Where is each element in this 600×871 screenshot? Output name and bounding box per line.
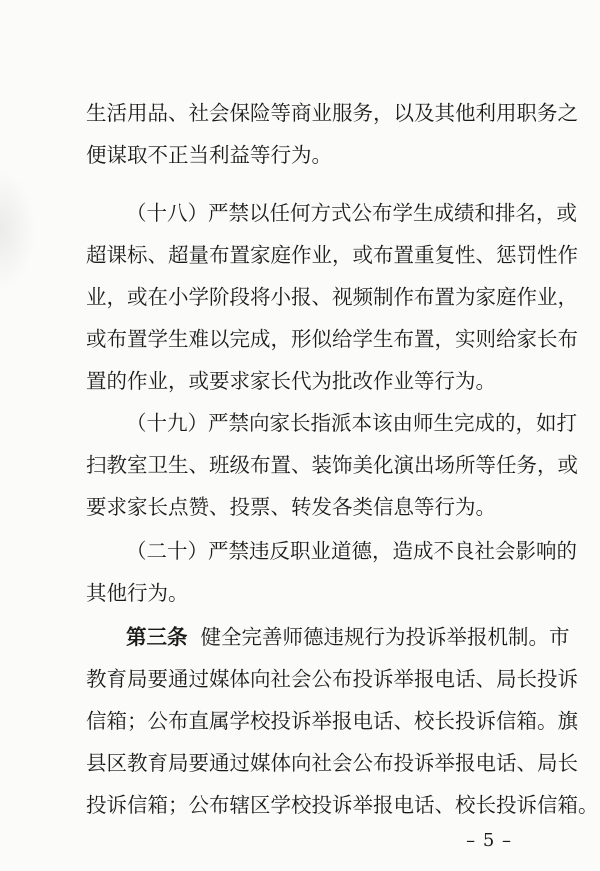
text-line-8: （十九）严禁向家长指派本该由师生完成的，如打 bbox=[126, 411, 577, 435]
article-text: 健全完善师德违规行为投诉举报机制。市 bbox=[200, 625, 570, 649]
text-line-18: 投诉信箱；公布辖区学校投诉举报电话、校长投诉信箱。 bbox=[86, 793, 599, 817]
article-heading: 第三条 bbox=[126, 625, 188, 649]
text-line-12: 其他行为。 bbox=[86, 581, 189, 605]
scan-shadow bbox=[0, 170, 36, 290]
text-line-17: 县区教育局要通过媒体向社会公布投诉举报电话、局长 bbox=[86, 751, 578, 775]
text-line-5: 业，或在小学阶段将小报、视频制作布置为家庭作业， bbox=[86, 285, 578, 309]
page-number: – 5 – bbox=[466, 830, 512, 851]
text-line-9: 扫教室卫生、班级布置、装饰美化演出场所等任务，或 bbox=[86, 453, 578, 477]
text-line-1: 生活用品、社会保险等商业服务，以及其他利用职务之 bbox=[86, 101, 578, 125]
text-line-3: （十八）严禁以任何方式公布学生成绩和排名，或 bbox=[126, 201, 577, 225]
text-line-6: 或布置学生难以完成，形似给学生布置，实则给家长布 bbox=[86, 327, 578, 351]
text-line-11: （二十）严禁违反职业道德，造成不良社会影响的 bbox=[126, 539, 577, 563]
text-line-7: 置的作业，或要求家长代为批改作业等行为。 bbox=[86, 369, 496, 393]
text-line-4: 超课标、超量布置家庭作业，或布置重复性、惩罚性作 bbox=[86, 243, 578, 267]
text-line-15: 教育局要通过媒体向社会公布投诉举报电话、局长投诉 bbox=[86, 667, 578, 691]
text-line-2: 便谋取不正当利益等行为。 bbox=[86, 143, 332, 167]
article-line bbox=[126, 623, 570, 651]
text-line-16: 信箱；公布直属学校投诉举报电话、校长投诉信箱。旗 bbox=[86, 709, 578, 733]
text-line-10: 要求家长点赞、投票、转发各类信息等行为。 bbox=[86, 495, 496, 519]
